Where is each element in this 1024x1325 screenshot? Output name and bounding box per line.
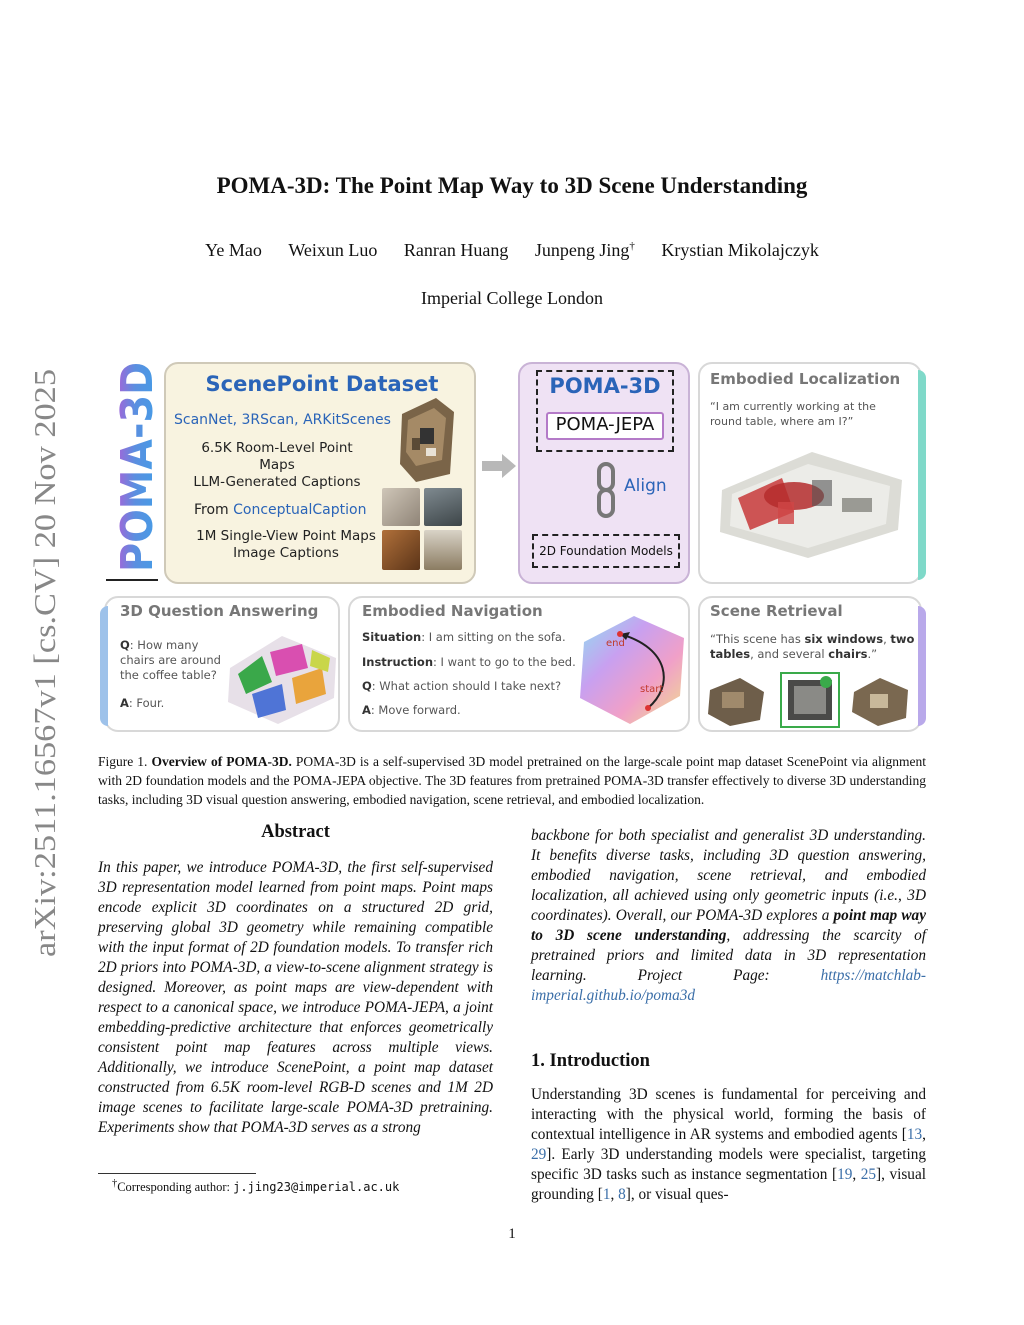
single-view-image [424, 488, 462, 526]
navigation-answer: A: Move forward. [362, 703, 461, 717]
scenepoint-view-stats: 1M Single-View Point Maps Image Captions [196, 528, 376, 561]
citation-link[interactable]: 8 [618, 1186, 626, 1203]
qa-scene-image [222, 628, 340, 730]
single-view-image [382, 530, 420, 570]
scenepoint-room-stats: 6.5K Room-Level Point Maps LLM-Generated Captions [193, 440, 361, 490]
overview-figure [100, 358, 926, 736]
scenepoint-title: ScenePoint Dataset [205, 372, 439, 396]
intro-heading: 1. Introduction [531, 1051, 650, 1071]
figure-caption: Figure 1. Overview of POMA-3D. POMA-3D is a self-supervised 3D model pretrained on the large-scale point map dataset ScenePoint via alignment with 2D foundation models and the POMA-JEPA objective. The 3D features from pretrained POMA-3D transfer effectively to diverse 3D understanding tasks, including 3D visual question answering, embodied navigation, scene retrieval, and embodied localization. [98, 754, 926, 807]
navigation-instruction: Instruction: I want to go to the bed. [362, 655, 576, 669]
citation-link[interactable]: 25 [860, 1166, 877, 1183]
navigation-title: Embodied Navigation [362, 602, 543, 620]
author-name: Ranran Huang [403, 240, 509, 260]
author-name: Krystian Mikolajczyk [661, 240, 819, 260]
footnote: †Corresponding author: j.jing23@imperial.ac.uk [112, 1178, 400, 1195]
abstract-heading: Abstract [261, 822, 330, 842]
abstract-section [98, 822, 493, 1138]
abstract-text: In this paper, we introduce POMA-3D, the first self-supervised 3D representation model learned from point maps. Point maps encode explicit 3D coordinates on a structured 2D grid, preserving global 3D geometry while remaining compatible with the input format of 2D foundation models. To transfer rich 2D priors into POMA-3D, a view-to-scene alignment strategy is designed. Moreover, as point maps are view-dependent with respect to a canonical space, we introduce POMA-JEPA, a joint embedding-predictive architecture that enforces geometrically consistent point map features across multiple views. Additionally, we introduce ScenePoint, a point map dataset constructed from 6.5K room-level RGB-D scenes and 1M 2D image scenes to facilitate large-scale POMA-3D pretraining. Experiments show that POMA-3D serves as a strong [98, 859, 493, 1136]
qa-question-line: chairs are around [120, 653, 221, 667]
intro-text: Understanding 3D scenes is fundamental for perceiving and interacting with the physical world, forming the basis of contextual intelligence in AR systems and embodied agents [13, 29]. Early 3D understanding models were specialist, targeting specific 3D tasks such as instance segmentation [19, 25], visual grounding [1, 8], or visual ques- [531, 1086, 926, 1203]
foundation-models-label: 2D Foundation Models [539, 544, 673, 558]
qa-title: 3D Question Answering [120, 602, 319, 620]
poma-vertical-label [102, 358, 158, 584]
poma-vertical-text: POMA-3D [112, 358, 158, 572]
poma-jepa-label: POMA-JEPA [555, 414, 655, 435]
citation-link[interactable]: 29 [531, 1146, 547, 1163]
scenepoint-panel [164, 362, 476, 584]
retrieval-candidate-scene [850, 676, 910, 732]
author-name: Ye Mao [205, 240, 262, 260]
retrieval-title: Scene Retrieval [710, 602, 843, 620]
author-list [0, 240, 1024, 261]
single-view-image [382, 488, 420, 526]
localization-scene-image [712, 440, 908, 564]
retrieval-selected-scene [780, 672, 840, 732]
project-page-link[interactable]: https://matchlab-imperial.github.io/poma3d [531, 967, 926, 1004]
retrieval-query-line: “This scene has six windows, two [710, 632, 915, 646]
navigation-map-image [574, 612, 688, 732]
arxiv-stamp-text: arXiv:2511.16567v1 [cs.CV] 20 Nov 2025 [28, 426, 62, 957]
citation-link[interactable]: 19 [837, 1166, 853, 1183]
qa-question-line: Q: How many [120, 638, 199, 652]
navigation-end-label: end [606, 638, 625, 649]
scenepoint-sources: ScanNet, 3RScan, ARKitScenes [174, 412, 391, 428]
localization-quote-line: “I am currently working at the [710, 400, 876, 413]
author-name: Weixun Luo [288, 240, 378, 260]
flow-arrow-icon [482, 454, 518, 482]
navigation-panel [348, 596, 690, 732]
navigation-question: Q: What action should I take next? [362, 679, 562, 693]
footnote-rule [98, 1173, 256, 1174]
retrieval-panel [698, 596, 922, 732]
page-number: 1 [508, 1226, 516, 1242]
author-email: j.jing23@imperial.ac.uk [233, 1180, 400, 1195]
scenepoint-from: From ConceptualCaption [194, 502, 367, 518]
navigation-start-label: start [640, 684, 664, 695]
retrieval-candidate-scene [706, 676, 766, 732]
localization-quote-line: round table, where am I?” [710, 415, 854, 428]
poma3d-panel [518, 362, 690, 584]
corresponding-mark: † [629, 240, 635, 252]
citation-link[interactable]: 1 [602, 1186, 611, 1203]
align-label: Align [624, 476, 667, 496]
arxiv-stamp [28, 367, 62, 957]
poma3d-name: POMA-3D [549, 374, 661, 398]
affiliation: Imperial College London [421, 288, 603, 308]
abstract-continuation: backbone for both specialist and generalist 3D understanding. It benefits diverse tasks, including 3D question answering, embodied navigation, scene retrieval, and embodied localization, all achieved using only geometric inputs (i.e., 3D coordinates). Overall, our POMA-3D explores a point map way to 3D scene understanding, addressing the scarcity of pretrained priors and limited data in 3D representation learning. Project Page: https://matchlab-imperial.github.io/poma3d [531, 827, 927, 1004]
right-column [531, 826, 926, 1205]
paper-title: POMA-3D: The Point Map Way to 3D Scene Understanding [216, 173, 808, 198]
citation-link[interactable]: 13 [906, 1126, 923, 1143]
localization-title: Embodied Localization [710, 370, 901, 388]
retrieval-query-line: tables, and several chairs.” [710, 647, 878, 661]
author-name: Junpeng Jing† [534, 240, 635, 260]
qa-answer: A: Four. [120, 696, 165, 710]
chain-link-icon [596, 462, 618, 524]
navigation-situation: Situation: I am sitting on the sofa. [362, 630, 566, 644]
room-point-map-image [396, 394, 456, 484]
localization-panel [698, 362, 922, 584]
qa-question-line: the coffee table? [120, 668, 217, 682]
qa-panel [104, 596, 340, 732]
single-view-image [424, 530, 462, 570]
